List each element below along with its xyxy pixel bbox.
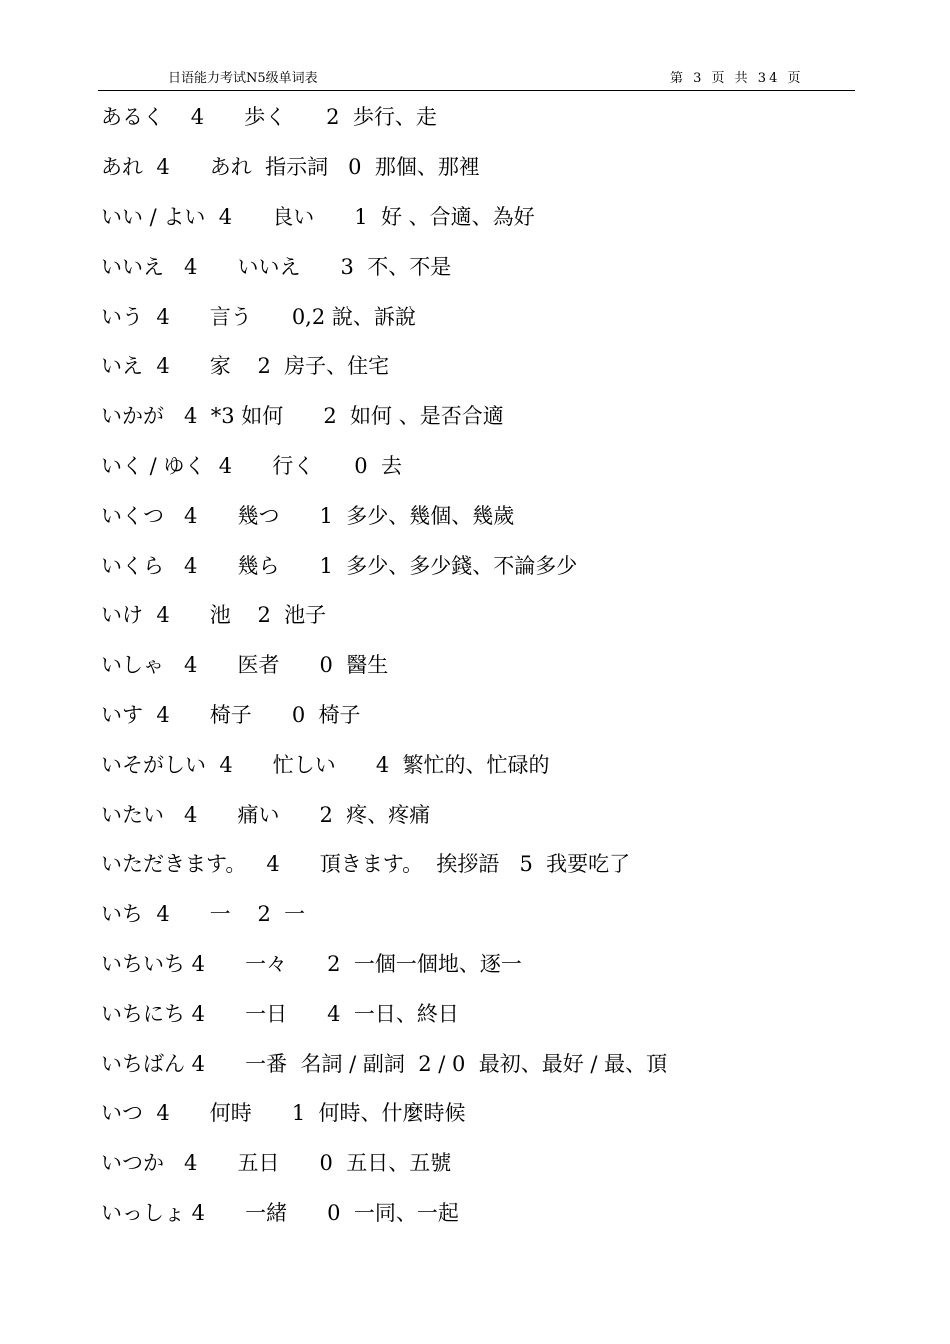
vocab-entry: いす 4 椅子 0 椅子 xyxy=(101,702,361,727)
vocab-entry: いち 4 一 2 一 xyxy=(101,902,306,927)
vocab-entry: あれ 4 あれ 指示詞 0 那個、那裡 xyxy=(101,155,480,180)
vocab-entry: いしゃ 4 医者 0 醫生 xyxy=(101,653,389,678)
vocabulary-list xyxy=(101,93,861,1238)
vocab-entry: いい / よい 4 良い 1 好 、合適、為好 xyxy=(101,204,535,229)
vocab-entry: いつか 4 五日 0 五日、五號 xyxy=(101,1151,452,1176)
vocab-entry: いう 4 言う 0,2 說、訴說 xyxy=(101,304,416,329)
vocab-entry: いっしょ 4 一緒 0 一同、一起 xyxy=(101,1200,459,1225)
vocab-entry: いかが 4 *3 如何 2 如何 、是否合適 xyxy=(101,404,504,429)
document-title: 日语能力考试N5级单词表 xyxy=(168,71,318,86)
page-number: 第 3 页 共 34 页 xyxy=(670,71,804,86)
vocab-entry: いえ 4 家 2 房子、住宅 xyxy=(101,354,390,379)
vocab-entry: いく / ゆく 4 行く 0 去 xyxy=(101,453,402,478)
vocab-entry: いつ 4 何時 1 何時、什麼時候 xyxy=(101,1101,466,1126)
vocab-entry: いちばん 4 一番 名詞 / 副詞 2 / 0 最初、最好 / 最、頂 xyxy=(101,1051,668,1076)
vocab-entry: いくら 4 幾ら 1 多少、多少錢、不論多少 xyxy=(101,553,578,578)
vocab-entry: いちいち 4 一々 2 一個一個地、逐一 xyxy=(101,951,522,976)
page-header xyxy=(98,72,855,91)
vocab-entry: いけ 4 池 2 池子 xyxy=(101,603,327,628)
vocab-entry: いちにち 4 一日 4 一日、終日 xyxy=(101,1001,459,1026)
vocab-entry: いそがしい 4 忙しい 4 繁忙的、忙碌的 xyxy=(101,752,550,777)
vocab-entry: いくつ 4 幾つ 1 多少、幾個、幾歲 xyxy=(101,503,515,528)
vocab-entry: いたい 4 痛い 2 疼、疼痛 xyxy=(101,802,431,827)
vocab-entry: いただきます。 4 頂きます。 挨拶語 5 我要吃了 xyxy=(101,852,631,877)
vocab-entry: いいえ 4 いいえ 3 不、不是 xyxy=(101,254,452,279)
vocab-entry: あるく 4 歩く 2 歩行、走 xyxy=(101,105,437,130)
